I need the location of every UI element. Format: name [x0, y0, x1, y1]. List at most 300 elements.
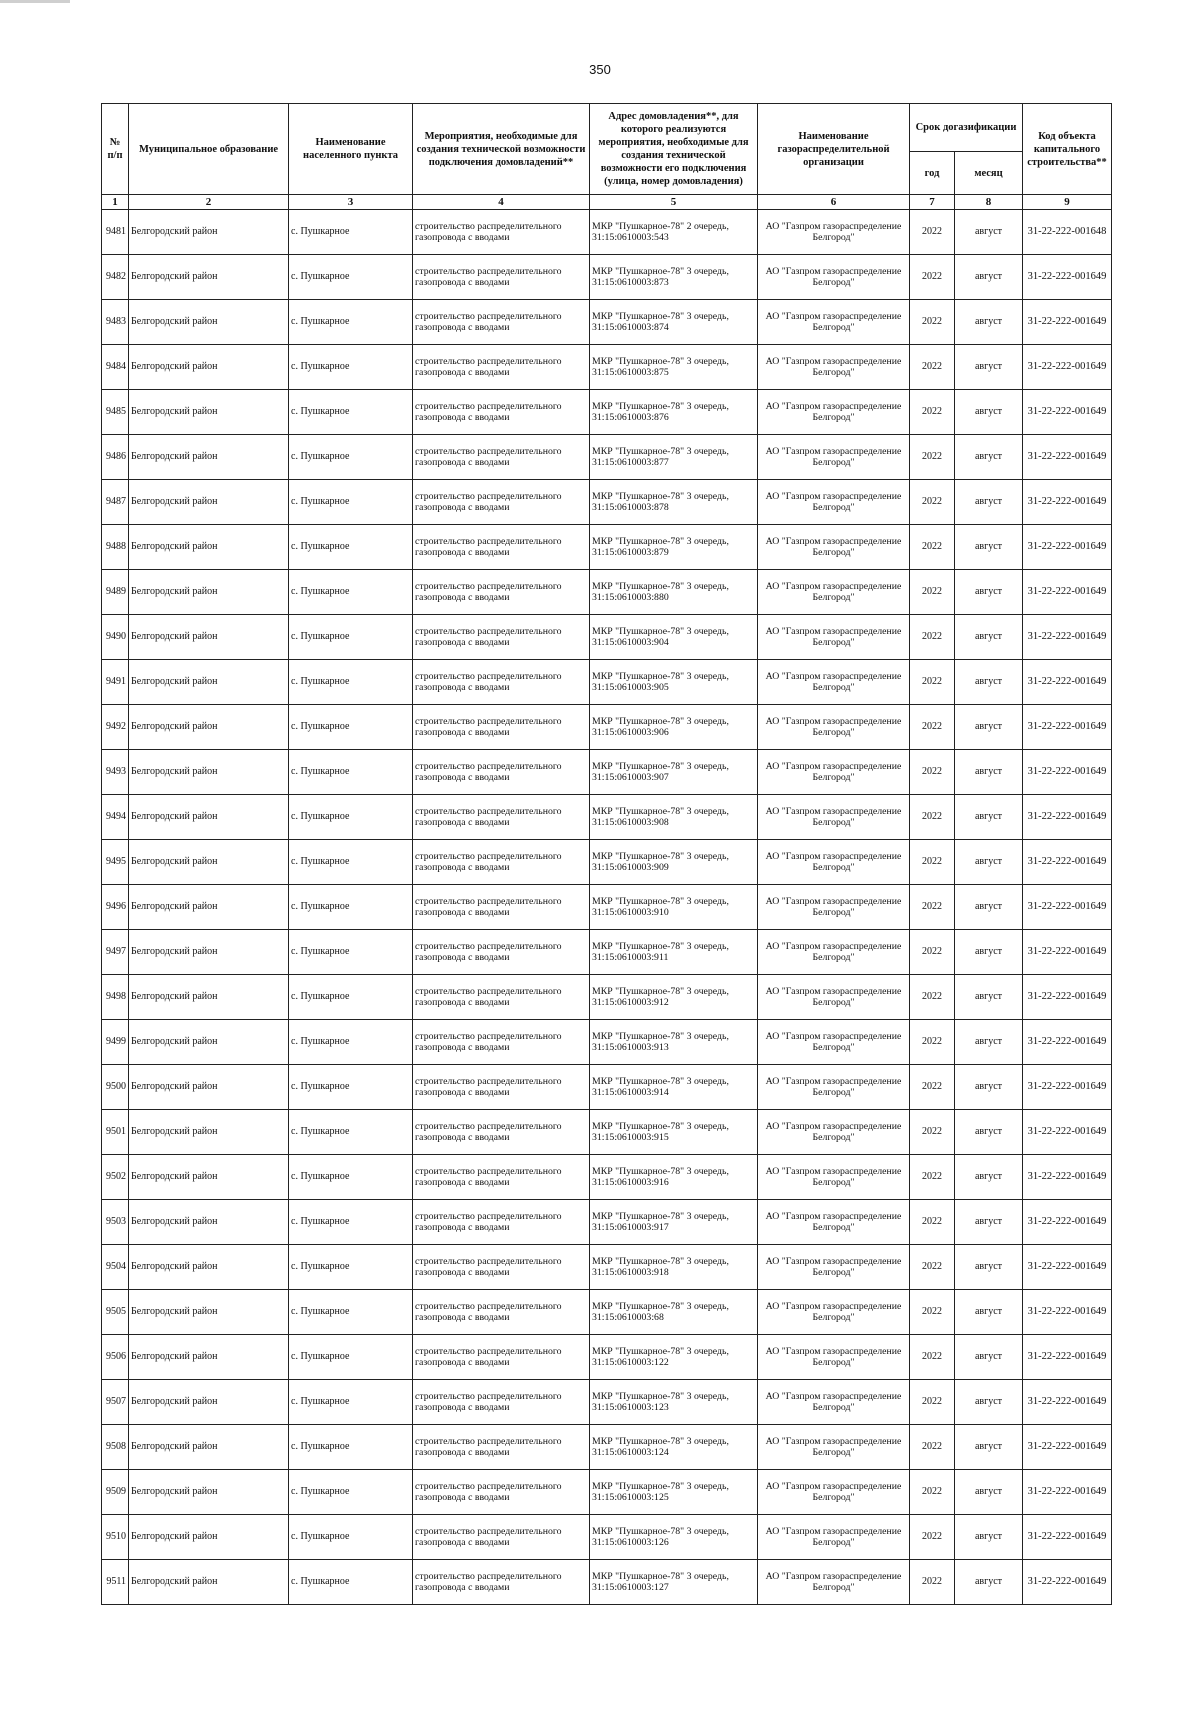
year-cell: 2022	[910, 1335, 955, 1380]
year-cell: 2022	[910, 1200, 955, 1245]
code-cell: 31-22-222-001649	[1023, 1335, 1112, 1380]
year-cell: 2022	[910, 1425, 955, 1470]
code-cell: 31-22-222-001649	[1023, 975, 1112, 1020]
year-cell: 2022	[910, 1560, 955, 1605]
row-number: 9499	[102, 1020, 129, 1065]
year-cell: 2022	[910, 480, 955, 525]
row-number: 9500	[102, 1065, 129, 1110]
code-cell: 31-22-222-001649	[1023, 1515, 1112, 1560]
year-cell: 2022	[910, 345, 955, 390]
municipality-cell: Белгородский район	[129, 570, 289, 615]
month-cell: август	[955, 435, 1023, 480]
code-cell: 31-22-222-001649	[1023, 570, 1112, 615]
year-cell: 2022	[910, 1470, 955, 1515]
year-cell: 2022	[910, 1515, 955, 1560]
activity-cell: строительство распределительного газопровода с вводами	[413, 840, 590, 885]
org-cell: АО "Газпром газораспределение Белгород"	[758, 390, 910, 435]
settlement-cell: с. Пушкарное	[289, 1290, 413, 1335]
month-cell: август	[955, 1245, 1023, 1290]
code-cell: 31-22-222-001649	[1023, 930, 1112, 975]
municipality-cell: Белгородский район	[129, 1020, 289, 1065]
code-cell: 31-22-222-001649	[1023, 885, 1112, 930]
activity-cell: строительство распределительного газопровода с вводами	[413, 930, 590, 975]
table-row	[102, 1470, 1112, 1515]
month-cell: август	[955, 660, 1023, 705]
municipality-cell: Белгородский район	[129, 795, 289, 840]
month-cell: август	[955, 750, 1023, 795]
header-activity: Мероприятия, необходимые для создания технической возможности подключения домовладений**	[413, 104, 590, 195]
activity-cell: строительство распределительного газопровода с вводами	[413, 1470, 590, 1515]
municipality-cell: Белгородский район	[129, 1560, 289, 1605]
table-row	[102, 615, 1112, 660]
year-cell: 2022	[910, 795, 955, 840]
code-cell: 31-22-222-001649	[1023, 525, 1112, 570]
settlement-cell: с. Пушкарное	[289, 300, 413, 345]
municipality-cell: Белгородский район	[129, 435, 289, 480]
table-row	[102, 390, 1112, 435]
settlement-cell: с. Пушкарное	[289, 930, 413, 975]
settlement-cell: с. Пушкарное	[289, 345, 413, 390]
activity-cell: строительство распределительного газопровода с вводами	[413, 345, 590, 390]
table-row	[102, 525, 1112, 570]
settlement-cell: с. Пушкарное	[289, 390, 413, 435]
code-cell: 31-22-222-001649	[1023, 1425, 1112, 1470]
settlement-cell: с. Пушкарное	[289, 1425, 413, 1470]
table-row	[102, 705, 1112, 750]
year-cell: 2022	[910, 660, 955, 705]
month-cell: август	[955, 345, 1023, 390]
code-cell: 31-22-222-001649	[1023, 435, 1112, 480]
header-code: Код объекта капитального строительства**	[1023, 104, 1112, 195]
table-row	[102, 885, 1112, 930]
activity-cell: строительство распределительного газопровода с вводами	[413, 570, 590, 615]
row-number: 9494	[102, 795, 129, 840]
activity-cell: строительство распределительного газопровода с вводами	[413, 1155, 590, 1200]
settlement-cell: с. Пушкарное	[289, 210, 413, 255]
activity-cell: строительство распределительного газопровода с вводами	[413, 300, 590, 345]
table-row	[102, 210, 1112, 255]
col-number: 1	[102, 195, 129, 210]
address-cell: МКР "Пушкарное-78" 3 очередь, 31:15:0610003:913	[590, 1020, 758, 1065]
municipality-cell: Белгородский район	[129, 210, 289, 255]
settlement-cell: с. Пушкарное	[289, 435, 413, 480]
col-number: 8	[955, 195, 1023, 210]
municipality-cell: Белгородский район	[129, 1155, 289, 1200]
row-number: 9511	[102, 1560, 129, 1605]
address-cell: МКР "Пушкарное-78" 3 очередь, 31:15:0610003:910	[590, 885, 758, 930]
month-cell: август	[955, 390, 1023, 435]
row-number: 9490	[102, 615, 129, 660]
header-org: Наименование газораспределительной организации	[758, 104, 910, 195]
code-cell: 31-22-222-001649	[1023, 480, 1112, 525]
address-cell: МКР "Пушкарное-78" 3 очередь, 31:15:0610003:907	[590, 750, 758, 795]
table-row	[102, 840, 1112, 885]
municipality-cell: Белгородский район	[129, 615, 289, 660]
org-cell: АО "Газпром газораспределение Белгород"	[758, 525, 910, 570]
month-cell: август	[955, 885, 1023, 930]
settlement-cell: с. Пушкарное	[289, 705, 413, 750]
row-number: 9501	[102, 1110, 129, 1155]
activity-cell: строительство распределительного газопровода с вводами	[413, 1065, 590, 1110]
page-number: 350	[589, 62, 611, 77]
org-cell: АО "Газпром газораспределение Белгород"	[758, 975, 910, 1020]
org-cell: АО "Газпром газораспределение Белгород"	[758, 615, 910, 660]
org-cell: АО "Газпром газораспределение Белгород"	[758, 660, 910, 705]
row-number: 9488	[102, 525, 129, 570]
month-cell: август	[955, 570, 1023, 615]
org-cell: АО "Газпром газораспределение Белгород"	[758, 255, 910, 300]
address-cell: МКР "Пушкарное-78" 3 очередь, 31:15:0610003:911	[590, 930, 758, 975]
month-cell: август	[955, 615, 1023, 660]
row-number: 9509	[102, 1470, 129, 1515]
org-cell: АО "Газпром газораспределение Белгород"	[758, 1470, 910, 1515]
row-number: 9485	[102, 390, 129, 435]
month-cell: август	[955, 525, 1023, 570]
settlement-cell: с. Пушкарное	[289, 750, 413, 795]
row-number: 9505	[102, 1290, 129, 1335]
month-cell: август	[955, 1065, 1023, 1110]
org-cell: АО "Газпром газораспределение Белгород"	[758, 1200, 910, 1245]
year-cell: 2022	[910, 435, 955, 480]
month-cell: август	[955, 840, 1023, 885]
settlement-cell: с. Пушкарное	[289, 1020, 413, 1065]
table-row	[102, 300, 1112, 345]
org-cell: АО "Газпром газораспределение Белгород"	[758, 1245, 910, 1290]
row-number: 9503	[102, 1200, 129, 1245]
row-number: 9508	[102, 1425, 129, 1470]
activity-cell: строительство распределительного газопровода с вводами	[413, 1245, 590, 1290]
settlement-cell: с. Пушкарное	[289, 1110, 413, 1155]
org-cell: АО "Газпром газораспределение Белгород"	[758, 345, 910, 390]
address-cell: МКР "Пушкарное-78" 3 очередь, 31:15:0610003:912	[590, 975, 758, 1020]
code-cell: 31-22-222-001649	[1023, 660, 1112, 705]
activity-cell: строительство распределительного газопровода с вводами	[413, 615, 590, 660]
org-cell: АО "Газпром газораспределение Белгород"	[758, 930, 910, 975]
code-cell: 31-22-222-001649	[1023, 1245, 1112, 1290]
org-cell: АО "Газпром газораспределение Белгород"	[758, 1515, 910, 1560]
settlement-cell: с. Пушкарное	[289, 1065, 413, 1110]
year-cell: 2022	[910, 885, 955, 930]
municipality-cell: Белгородский район	[129, 1380, 289, 1425]
org-cell: АО "Газпром газораспределение Белгород"	[758, 435, 910, 480]
settlement-cell: с. Пушкарное	[289, 1200, 413, 1245]
org-cell: АО "Газпром газораспределение Белгород"	[758, 1425, 910, 1470]
address-cell: МКР "Пушкарное-78" 3 очередь, 31:15:0610003:914	[590, 1065, 758, 1110]
address-cell: МКР "Пушкарное-78" 3 очередь, 31:15:0610003:918	[590, 1245, 758, 1290]
settlement-cell: с. Пушкарное	[289, 1245, 413, 1290]
year-cell: 2022	[910, 1020, 955, 1065]
activity-cell: строительство распределительного газопровода с вводами	[413, 1380, 590, 1425]
table-row	[102, 255, 1112, 300]
row-number: 9510	[102, 1515, 129, 1560]
address-cell: МКР "Пушкарное-78" 3 очередь, 31:15:0610003:904	[590, 615, 758, 660]
settlement-cell: с. Пушкарное	[289, 525, 413, 570]
row-number: 9486	[102, 435, 129, 480]
activity-cell: строительство распределительного газопровода с вводами	[413, 525, 590, 570]
org-cell: АО "Газпром газораспределение Белгород"	[758, 705, 910, 750]
row-number: 9502	[102, 1155, 129, 1200]
table-row	[102, 975, 1112, 1020]
table-row	[102, 795, 1112, 840]
settlement-cell: с. Пушкарное	[289, 1155, 413, 1200]
table-row	[102, 1020, 1112, 1065]
year-cell: 2022	[910, 1065, 955, 1110]
table-row	[102, 570, 1112, 615]
municipality-cell: Белгородский район	[129, 1425, 289, 1470]
code-cell: 31-22-222-001649	[1023, 345, 1112, 390]
row-number: 9493	[102, 750, 129, 795]
row-number: 9491	[102, 660, 129, 705]
address-cell: МКР "Пушкарное-78" 3 очередь, 31:15:0610003:873	[590, 255, 758, 300]
municipality-cell: Белгородский район	[129, 750, 289, 795]
municipality-cell: Белгородский район	[129, 1290, 289, 1335]
month-cell: август	[955, 1425, 1023, 1470]
month-cell: август	[955, 255, 1023, 300]
municipality-cell: Белгородский район	[129, 1470, 289, 1515]
table-row	[102, 1245, 1112, 1290]
municipality-cell: Белгородский район	[129, 1245, 289, 1290]
activity-cell: строительство распределительного газопровода с вводами	[413, 1515, 590, 1560]
settlement-cell: с. Пушкарное	[289, 255, 413, 300]
municipality-cell: Белгородский район	[129, 660, 289, 705]
code-cell: 31-22-222-001649	[1023, 1155, 1112, 1200]
gasification-table	[101, 103, 1112, 1605]
address-cell: МКР "Пушкарное-78" 3 очередь, 31:15:0610003:879	[590, 525, 758, 570]
municipality-cell: Белгородский район	[129, 390, 289, 435]
org-cell: АО "Газпром газораспределение Белгород"	[758, 480, 910, 525]
municipality-cell: Белгородский район	[129, 300, 289, 345]
address-cell: МКР "Пушкарное-78" 3 очередь, 31:15:0610003:126	[590, 1515, 758, 1560]
month-cell: август	[955, 1515, 1023, 1560]
year-cell: 2022	[910, 1110, 955, 1155]
activity-cell: строительство распределительного газопровода с вводами	[413, 1110, 590, 1155]
municipality-cell: Белгородский район	[129, 705, 289, 750]
month-cell: август	[955, 480, 1023, 525]
org-cell: АО "Газпром газораспределение Белгород"	[758, 300, 910, 345]
settlement-cell: с. Пушкарное	[289, 1560, 413, 1605]
activity-cell: строительство распределительного газопровода с вводами	[413, 750, 590, 795]
activity-cell: строительство распределительного газопровода с вводами	[413, 1560, 590, 1605]
row-number: 9481	[102, 210, 129, 255]
activity-cell: строительство распределительного газопровода с вводами	[413, 1425, 590, 1470]
table-row	[102, 1335, 1112, 1380]
table-row	[102, 1110, 1112, 1155]
year-cell: 2022	[910, 570, 955, 615]
municipality-cell: Белгородский район	[129, 840, 289, 885]
address-cell: МКР "Пушкарное-78" 3 очередь, 31:15:0610003:877	[590, 435, 758, 480]
org-cell: АО "Газпром газораспределение Белгород"	[758, 1020, 910, 1065]
address-cell: МКР "Пушкарное-78" 3 очередь, 31:15:0610003:876	[590, 390, 758, 435]
org-cell: АО "Газпром газораспределение Белгород"	[758, 750, 910, 795]
table-row	[102, 1065, 1112, 1110]
address-cell: МКР "Пушкарное-78" 2 очередь, 31:15:0610003:543	[590, 210, 758, 255]
month-cell: август	[955, 1335, 1023, 1380]
col-number: 6	[758, 195, 910, 210]
activity-cell: строительство распределительного газопровода с вводами	[413, 705, 590, 750]
settlement-cell: с. Пушкарное	[289, 1380, 413, 1425]
table-row	[102, 480, 1112, 525]
address-cell: МКР "Пушкарное-78" 3 очередь, 31:15:0610003:916	[590, 1155, 758, 1200]
col-number: 9	[1023, 195, 1112, 210]
col-number: 5	[590, 195, 758, 210]
org-cell: АО "Газпром газораспределение Белгород"	[758, 1110, 910, 1155]
settlement-cell: с. Пушкарное	[289, 795, 413, 840]
table-row	[102, 1380, 1112, 1425]
municipality-cell: Белгородский район	[129, 255, 289, 300]
org-cell: АО "Газпром газораспределение Белгород"	[758, 795, 910, 840]
code-cell: 31-22-222-001649	[1023, 1065, 1112, 1110]
table-row	[102, 1425, 1112, 1470]
header-municipality: Муниципальное образование	[129, 104, 289, 195]
row-number: 9507	[102, 1380, 129, 1425]
settlement-cell: с. Пушкарное	[289, 1335, 413, 1380]
address-cell: МКР "Пушкарное-78" 3 очередь, 31:15:0610003:124	[590, 1425, 758, 1470]
address-cell: МКР "Пушкарное-78" 3 очередь, 31:15:0610003:917	[590, 1200, 758, 1245]
table-row	[102, 1290, 1112, 1335]
org-cell: АО "Газпром газораспределение Белгород"	[758, 570, 910, 615]
address-cell: МКР "Пушкарное-78" 3 очередь, 31:15:0610003:122	[590, 1335, 758, 1380]
code-cell: 31-22-222-001649	[1023, 300, 1112, 345]
col-number: 3	[289, 195, 413, 210]
month-cell: август	[955, 795, 1023, 840]
row-number: 9497	[102, 930, 129, 975]
header-settlement: Наименование населенного пункта	[289, 104, 413, 195]
month-cell: август	[955, 1110, 1023, 1155]
activity-cell: строительство распределительного газопровода с вводами	[413, 795, 590, 840]
col-number: 4	[413, 195, 590, 210]
code-cell: 31-22-222-001649	[1023, 1290, 1112, 1335]
code-cell: 31-22-222-001649	[1023, 1200, 1112, 1245]
org-cell: АО "Газпром газораспределение Белгород"	[758, 1155, 910, 1200]
row-number: 9492	[102, 705, 129, 750]
month-cell: август	[955, 1380, 1023, 1425]
settlement-cell: с. Пушкарное	[289, 615, 413, 660]
code-cell: 31-22-222-001649	[1023, 1380, 1112, 1425]
month-cell: август	[955, 930, 1023, 975]
code-cell: 31-22-222-001649	[1023, 840, 1112, 885]
month-cell: август	[955, 1470, 1023, 1515]
code-cell: 31-22-222-001649	[1023, 1110, 1112, 1155]
municipality-cell: Белгородский район	[129, 1110, 289, 1155]
address-cell: МКР "Пушкарное-78" 3 очередь, 31:15:0610003:68	[590, 1290, 758, 1335]
municipality-cell: Белгородский район	[129, 1335, 289, 1380]
year-cell: 2022	[910, 210, 955, 255]
org-cell: АО "Газпром газораспределение Белгород"	[758, 840, 910, 885]
municipality-cell: Белгородский район	[129, 930, 289, 975]
month-cell: август	[955, 300, 1023, 345]
row-number: 9498	[102, 975, 129, 1020]
activity-cell: строительство распределительного газопровода с вводами	[413, 390, 590, 435]
address-cell: МКР "Пушкарное-78" 3 очередь, 31:15:0610003:874	[590, 300, 758, 345]
year-cell: 2022	[910, 390, 955, 435]
header-month: месяц	[955, 152, 1023, 195]
municipality-cell: Белгородский район	[129, 480, 289, 525]
row-number: 9506	[102, 1335, 129, 1380]
row-number: 9482	[102, 255, 129, 300]
table-row	[102, 930, 1112, 975]
code-cell: 31-22-222-001649	[1023, 390, 1112, 435]
scan-artifact	[0, 0, 70, 3]
year-cell: 2022	[910, 840, 955, 885]
col-number: 2	[129, 195, 289, 210]
settlement-cell: с. Пушкарное	[289, 660, 413, 705]
activity-cell: строительство распределительного газопровода с вводами	[413, 480, 590, 525]
month-cell: август	[955, 1155, 1023, 1200]
year-cell: 2022	[910, 525, 955, 570]
municipality-cell: Белгородский район	[129, 525, 289, 570]
address-cell: МКР "Пушкарное-78" 3 очередь, 31:15:0610003:905	[590, 660, 758, 705]
year-cell: 2022	[910, 1245, 955, 1290]
org-cell: АО "Газпром газораспределение Белгород"	[758, 1290, 910, 1335]
row-number: 9487	[102, 480, 129, 525]
settlement-cell: с. Пушкарное	[289, 840, 413, 885]
org-cell: АО "Газпром газораспределение Белгород"	[758, 1335, 910, 1380]
month-cell: август	[955, 975, 1023, 1020]
header-term: Срок догазификации	[910, 104, 1023, 152]
code-cell: 31-22-222-001649	[1023, 1470, 1112, 1515]
municipality-cell: Белгородский район	[129, 885, 289, 930]
table-row	[102, 1515, 1112, 1560]
table-row	[102, 1200, 1112, 1245]
table-row	[102, 435, 1112, 480]
settlement-cell: с. Пушкарное	[289, 975, 413, 1020]
code-cell: 31-22-222-001649	[1023, 615, 1112, 660]
settlement-cell: с. Пушкарное	[289, 570, 413, 615]
address-cell: МКР "Пушкарное-78" 3 очередь, 31:15:0610003:878	[590, 480, 758, 525]
address-cell: МКР "Пушкарное-78" 3 очередь, 31:15:0610003:909	[590, 840, 758, 885]
activity-cell: строительство распределительного газопровода с вводами	[413, 1020, 590, 1065]
code-cell: 31-22-222-001649	[1023, 705, 1112, 750]
table-row	[102, 345, 1112, 390]
settlement-cell: с. Пушкарное	[289, 1470, 413, 1515]
row-number: 9495	[102, 840, 129, 885]
year-cell: 2022	[910, 975, 955, 1020]
col-number: 7	[910, 195, 955, 210]
municipality-cell: Белгородский район	[129, 975, 289, 1020]
year-cell: 2022	[910, 750, 955, 795]
address-cell: МКР "Пушкарное-78" 3 очередь, 31:15:0610003:915	[590, 1110, 758, 1155]
year-cell: 2022	[910, 705, 955, 750]
year-cell: 2022	[910, 1380, 955, 1425]
activity-cell: строительство распределительного газопровода с вводами	[413, 1335, 590, 1380]
code-cell: 31-22-222-001649	[1023, 795, 1112, 840]
activity-cell: строительство распределительного газопровода с вводами	[413, 660, 590, 705]
code-cell: 31-22-222-001649	[1023, 1020, 1112, 1065]
settlement-cell: с. Пушкарное	[289, 480, 413, 525]
activity-cell: строительство распределительного газопровода с вводами	[413, 1200, 590, 1245]
year-cell: 2022	[910, 1155, 955, 1200]
org-cell: АО "Газпром газораспределение Белгород"	[758, 1380, 910, 1425]
address-cell: МКР "Пушкарное-78" 3 очередь, 31:15:0610003:127	[590, 1560, 758, 1605]
table-row	[102, 1560, 1112, 1605]
table-row	[102, 660, 1112, 705]
activity-cell: строительство распределительного газопровода с вводами	[413, 975, 590, 1020]
header-year: год	[910, 152, 955, 195]
address-cell: МКР "Пушкарное-78" 3 очередь, 31:15:0610003:125	[590, 1470, 758, 1515]
row-number: 9496	[102, 885, 129, 930]
table-body	[102, 210, 1112, 1605]
row-number: 9483	[102, 300, 129, 345]
settlement-cell: с. Пушкарное	[289, 1515, 413, 1560]
month-cell: август	[955, 210, 1023, 255]
month-cell: август	[955, 1290, 1023, 1335]
code-cell: 31-22-222-001649	[1023, 750, 1112, 795]
org-cell: АО "Газпром газораспределение Белгород"	[758, 1065, 910, 1110]
activity-cell: строительство распределительного газопровода с вводами	[413, 435, 590, 480]
municipality-cell: Белгородский район	[129, 1515, 289, 1560]
year-cell: 2022	[910, 255, 955, 300]
municipality-cell: Белгородский район	[129, 345, 289, 390]
